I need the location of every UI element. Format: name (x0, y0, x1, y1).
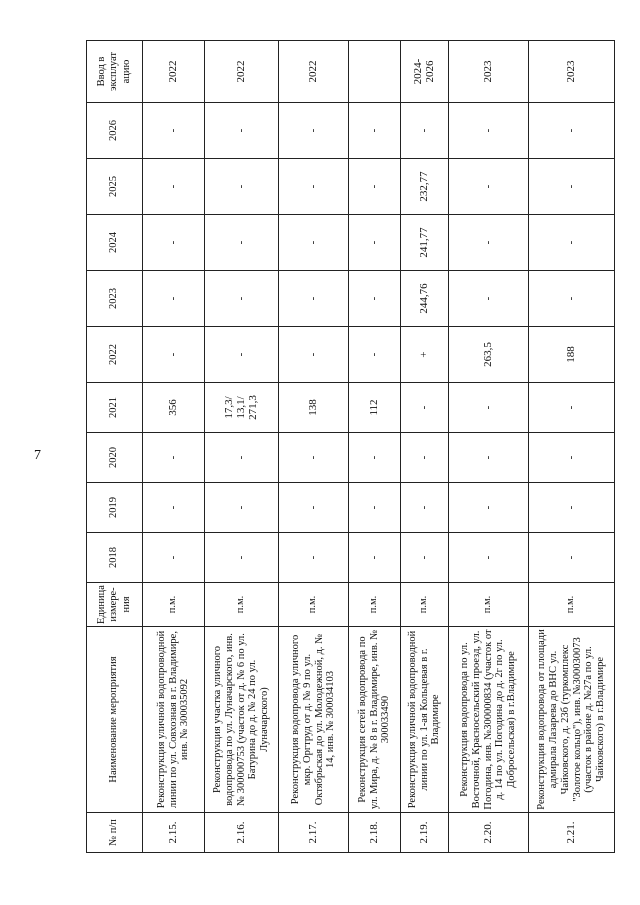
measure-name: Реконструкция сетей водопровода по ул. Мира, д. № 8 в г. Владимире, инв. № 300033490 (349, 627, 401, 813)
cell-2020: - (205, 433, 279, 483)
cell-2024: - (205, 215, 279, 271)
cell-2022: 188 (529, 327, 615, 383)
row-number: 2.16. (205, 813, 279, 853)
cell-2020: - (449, 433, 529, 483)
cell-2025: - (449, 159, 529, 215)
cell-2019: - (449, 483, 529, 533)
cell-2022: - (205, 327, 279, 383)
cell-2021: 112 (349, 383, 401, 433)
cell-2021: - (529, 383, 615, 433)
header-commissioning: Ввод в эксплуат ацию (87, 41, 143, 103)
cell-2019: - (349, 483, 401, 533)
header-row (87, 41, 143, 853)
cell-2018: - (205, 533, 279, 583)
measures-table (86, 40, 615, 853)
cell-2024: - (143, 215, 205, 271)
header-2022: 2022 (87, 327, 143, 383)
measure-name: Реконструкция уличной водопроводной линии по ул. 1-ая Кольцевая в г. Владимире (401, 627, 449, 813)
table-row (449, 41, 529, 853)
cell-2025: - (143, 159, 205, 215)
cell-2025: - (205, 159, 279, 215)
cell-2021 (205, 383, 279, 433)
cell-2026: - (529, 103, 615, 159)
cell-2019: - (401, 483, 449, 533)
cell-2019: - (279, 483, 349, 533)
table-row (401, 41, 449, 853)
cell-2024: 241,77 (401, 215, 449, 271)
cell-2021: - (449, 383, 529, 433)
cell-2023: - (143, 271, 205, 327)
cell-commissioning-value: 2024-2026 (412, 58, 437, 85)
measure-name: Реконструкция водопровода по ул. Восточной, Красносельский проезд, ул. Погодина, инв. №300000834 (участок от д. 14 по ул. Погодина до д. 2г по ул. Добросельская) в г.Владимире (449, 627, 529, 813)
cell-2022: 263,5 (449, 327, 529, 383)
cell-2018: - (449, 533, 529, 583)
cell-2026: - (205, 103, 279, 159)
cell-2025: - (349, 159, 401, 215)
header-2024: 2024 (87, 215, 143, 271)
cell-2023: - (529, 271, 615, 327)
cell-2024: - (279, 215, 349, 271)
cell-2024: - (529, 215, 615, 271)
cell-2020: - (529, 433, 615, 483)
unit-cell: п.м. (349, 583, 401, 627)
header-2020: 2020 (87, 433, 143, 483)
cell-2025: - (279, 159, 349, 215)
cell-2021: 138 (279, 383, 349, 433)
row-number: 2.15. (143, 813, 205, 853)
cell-2023: 244,76 (401, 271, 449, 327)
page-number: 7 (34, 448, 41, 463)
measure-name: Реконструкция участка уличного водопровода по ул. Луначарского, инв. № 300000753 (участок от д. № 6 по ул. Батурина до д. № 24 по ул. Луначарского) (205, 627, 279, 813)
cell-commissioning: 2022 (279, 41, 349, 103)
header-2026: 2026 (87, 103, 143, 159)
header-2018: 2018 (87, 533, 143, 583)
header-2021: 2021 (87, 383, 143, 433)
header-2025: 2025 (87, 159, 143, 215)
table-row (205, 41, 279, 853)
cell-2023: - (449, 271, 529, 327)
cell-2021: 356 (143, 383, 205, 433)
cell-2026: - (401, 103, 449, 159)
cell-2020: - (143, 433, 205, 483)
cell-2018: - (279, 533, 349, 583)
cell-2018: - (143, 533, 205, 583)
header-name: Наименование мероприятия (87, 627, 143, 813)
cell-commissioning: 2022 (205, 41, 279, 103)
cell-2022: - (143, 327, 205, 383)
cell-2026: - (349, 103, 401, 159)
table-row (349, 41, 401, 853)
header-unit: Единица измере-ния (87, 583, 143, 627)
unit-cell: п.м. (143, 583, 205, 627)
unit-cell: п.м. (449, 583, 529, 627)
cell-2024: - (449, 215, 529, 271)
cell-2018: - (349, 533, 401, 583)
cell-2023: - (205, 271, 279, 327)
cell-2023: - (349, 271, 401, 327)
header-2019: 2019 (87, 483, 143, 533)
cell-2021: - (401, 383, 449, 433)
cell-2020: - (349, 433, 401, 483)
cell-2022: - (279, 327, 349, 383)
unit-cell: п.м. (401, 583, 449, 627)
cell-commissioning: 2023 (449, 41, 529, 103)
cell-2021-value: 17,3/ 13,1/ 271,3 (223, 395, 260, 420)
cell-2026: - (143, 103, 205, 159)
cell-2026: - (279, 103, 349, 159)
cell-2025: - (529, 159, 615, 215)
cell-commissioning (401, 41, 449, 103)
cell-2020: - (279, 433, 349, 483)
cell-2022: - (349, 327, 401, 383)
cell-2025: 232,77 (401, 159, 449, 215)
measure-name: Реконструкция уличной водопроводной линии по ул. Совхозная в г. Владимире, инв. № 300035092 (143, 627, 205, 813)
cell-2020: - (401, 433, 449, 483)
rotated-table-container (86, 41, 614, 853)
row-number: 2.18. (349, 813, 401, 853)
header-n: № п/п (87, 813, 143, 853)
table-row (529, 41, 615, 853)
unit-cell: п.м. (279, 583, 349, 627)
row-number: 2.19. (401, 813, 449, 853)
row-number: 2.20. (449, 813, 529, 853)
unit-cell: п.м. (205, 583, 279, 627)
cell-2018: - (401, 533, 449, 583)
table-row (279, 41, 349, 853)
cell-2023: - (279, 271, 349, 327)
cell-2022: + (401, 327, 449, 383)
cell-commissioning (349, 41, 401, 103)
cell-2026: - (449, 103, 529, 159)
cell-2019: - (143, 483, 205, 533)
header-2023: 2023 (87, 271, 143, 327)
cell-2019: - (529, 483, 615, 533)
unit-cell: п.м. (529, 583, 615, 627)
measure-name: Реконструкция водопровода уличного мкр. Оргтруд от д. № 9 по ул. Октябрьская до ул. Молодежной, д. № 14, инв. № 300034103 (279, 627, 349, 813)
cell-commissioning: 2022 (143, 41, 205, 103)
table-row (143, 41, 205, 853)
cell-2018: - (529, 533, 615, 583)
row-number: 2.17. (279, 813, 349, 853)
cell-commissioning: 2023 (529, 41, 615, 103)
row-number: 2.21. (529, 813, 615, 853)
cell-2019: - (205, 483, 279, 533)
cell-2024: - (349, 215, 401, 271)
measure-name: Реконструкция водопровода от площади адмирала Лазарева до ВНС ул. Чайковского, д. 23б (туркомплекс "Золотое кольцо"), инв. №300030073 (участок в районе д. №27а по ул. Чайковского) в г.Владимире (529, 627, 615, 813)
